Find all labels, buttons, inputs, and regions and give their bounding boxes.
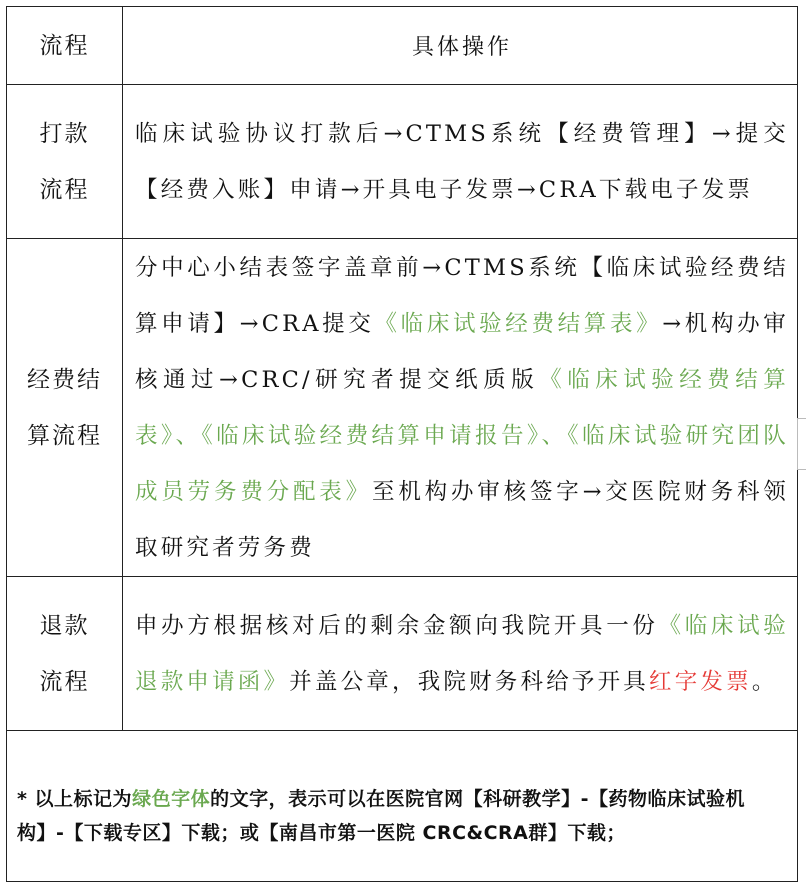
process-table [6,6,798,882]
footnote-suffix: 的文字，表示可以在医院官网【科研教学】-【药物临床试验机构】-【下载专区】下载；或【南昌市第一医院 CRC&CRA群】下载； [17,788,745,844]
row-content [123,239,797,576]
footnote-prefix: * 以上标记为 [17,788,133,810]
table-header-row [7,7,797,85]
text-segment: →机构办审核通过→CRC/研究者提交纸质版 [135,310,789,393]
table-row-settlement [7,239,797,577]
green-link-text: 《临床试验经费结算表》、《临床试验经费结算申请报告》、《临床试验研究团队成员劳务费分配表》 [135,366,789,505]
row-label [7,239,123,576]
text-segment: 临床试验协议打款后→CTMS系统【经费管理】→提交【经费入账】申请→开具电子发票→CRA下载电子发票 [135,120,789,203]
scrollbar-edge[interactable] [797,418,806,470]
footnote [17,782,789,850]
row-content [123,577,797,730]
text-segment: 分中心小结表签字盖章前→CTMS系统【临床试验经费结算申请】→CRA提交 [135,254,789,337]
green-link-text: 《临床试验经费结算表》 [374,310,663,337]
row-text [135,106,789,218]
table-row-payment [7,85,797,239]
row-label [7,577,123,730]
row-label-line: 算流程 [27,422,102,449]
row-content [123,85,797,238]
row-label-line: 退款 [39,612,90,639]
row-label-line: 打款 [39,120,90,147]
row-label-line: 流程 [39,668,90,695]
row-label-line: 流程 [39,176,90,203]
red-invoice-text: 红字发票 [649,668,752,695]
green-link-text: 《临床试验退款申请函》 [135,612,789,695]
text-segment: 至机构办审核签字→交医院财务科领取研究者劳务费 [135,478,789,561]
row-label [7,85,123,238]
row-text [135,598,789,710]
text-segment: 并盖公章，我院财务科给予开具 [289,668,650,695]
footnote-green-text: 绿色字体 [132,788,211,810]
text-segment: 申办方根据核对后的剩余金额向我院开具一份 [135,612,659,639]
table-row-refund [7,577,797,731]
row-text [135,240,789,576]
row-label-line: 经费结 [27,366,102,393]
text-segment: 。 [751,668,778,695]
header-process: 流程 [7,7,123,84]
header-operation: 具体操作 [411,35,512,60]
